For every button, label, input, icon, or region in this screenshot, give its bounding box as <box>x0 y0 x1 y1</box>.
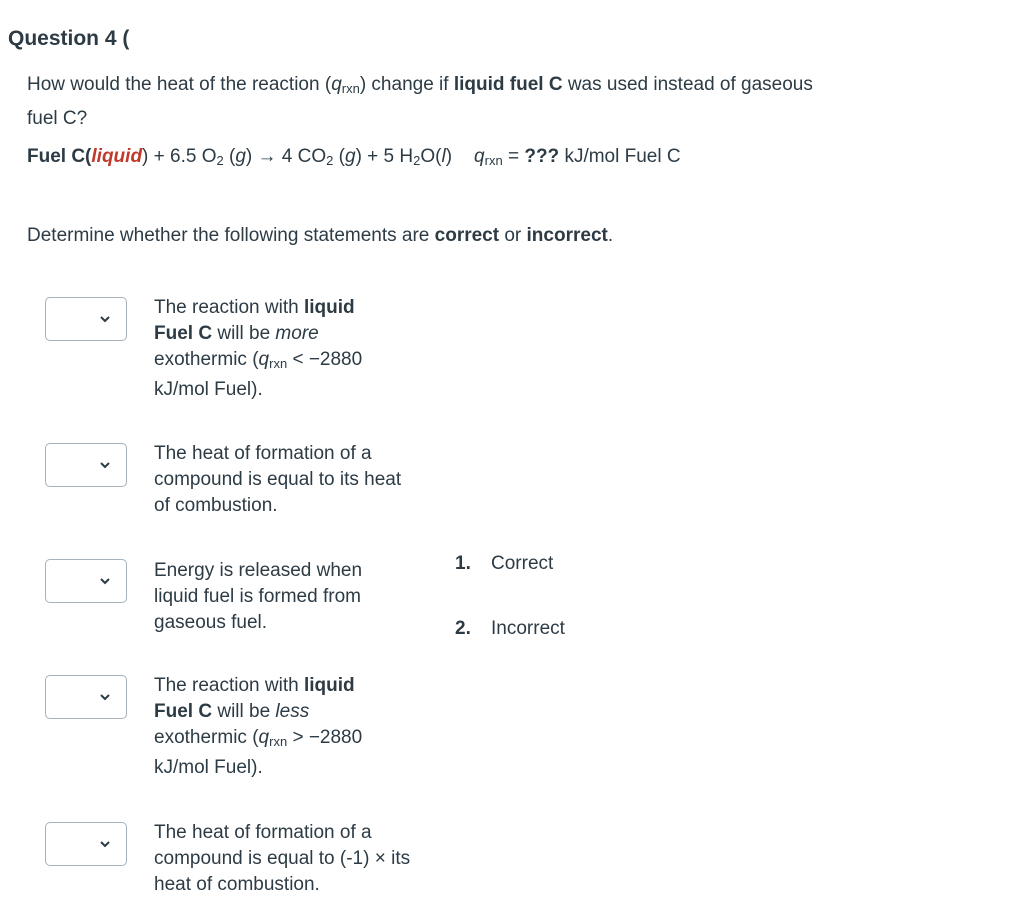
chevron-down-icon <box>98 837 112 851</box>
answer-dropdown-2[interactable] <box>45 443 127 487</box>
answer-dropdown-4[interactable] <box>45 675 127 719</box>
instructions: Determine whether the following statements are correct or incorrect. <box>27 225 614 246</box>
question-title: Question 4 ( <box>8 27 130 50</box>
chevron-down-icon <box>98 312 112 326</box>
chevron-down-icon <box>98 458 112 472</box>
statement-3: Energy is released when liquid fuel is formed from gaseous fuel. <box>154 560 363 633</box>
question-prompt: How would the heat of the reaction $(q_{rxn})$ change if liquid fuel C was used instead of gaseous fuel C? <box>27 74 813 129</box>
statement-4: The reaction with liquid Fuel C will be less exothermic ($q_{rxn} > -2880$ kJ/mol Fuel). <box>154 675 363 778</box>
answer-dropdown-5[interactable] <box>45 822 127 866</box>
answer-dropdown-3[interactable] <box>45 559 127 603</box>
statement-2: The heat of formation of a compound is equal to its heat of combustion. <box>154 443 402 516</box>
chevron-down-icon <box>98 574 112 588</box>
chevron-down-icon <box>98 690 112 704</box>
statement-1: The reaction with liquid Fuel C will be more exothermic ($q_{rxn} < -2880$ kJ/mol Fuel). <box>154 297 363 400</box>
option-incorrect: 2. Incorrect <box>455 618 565 639</box>
reaction-equation: Fuel C(liquid) + 6.5 $O_2$ (g) → 4 $CO_2$ (g) + 5 $H_2O(l) q_{rxn}$ = ??? kJ/mol Fuel C <box>27 146 681 168</box>
answer-dropdown-1[interactable] <box>45 297 127 341</box>
statement-5: The heat of formation of a compound is equal to (-1) × its heat of combustion. <box>154 822 411 895</box>
option-correct: 1. Correct <box>455 553 554 574</box>
